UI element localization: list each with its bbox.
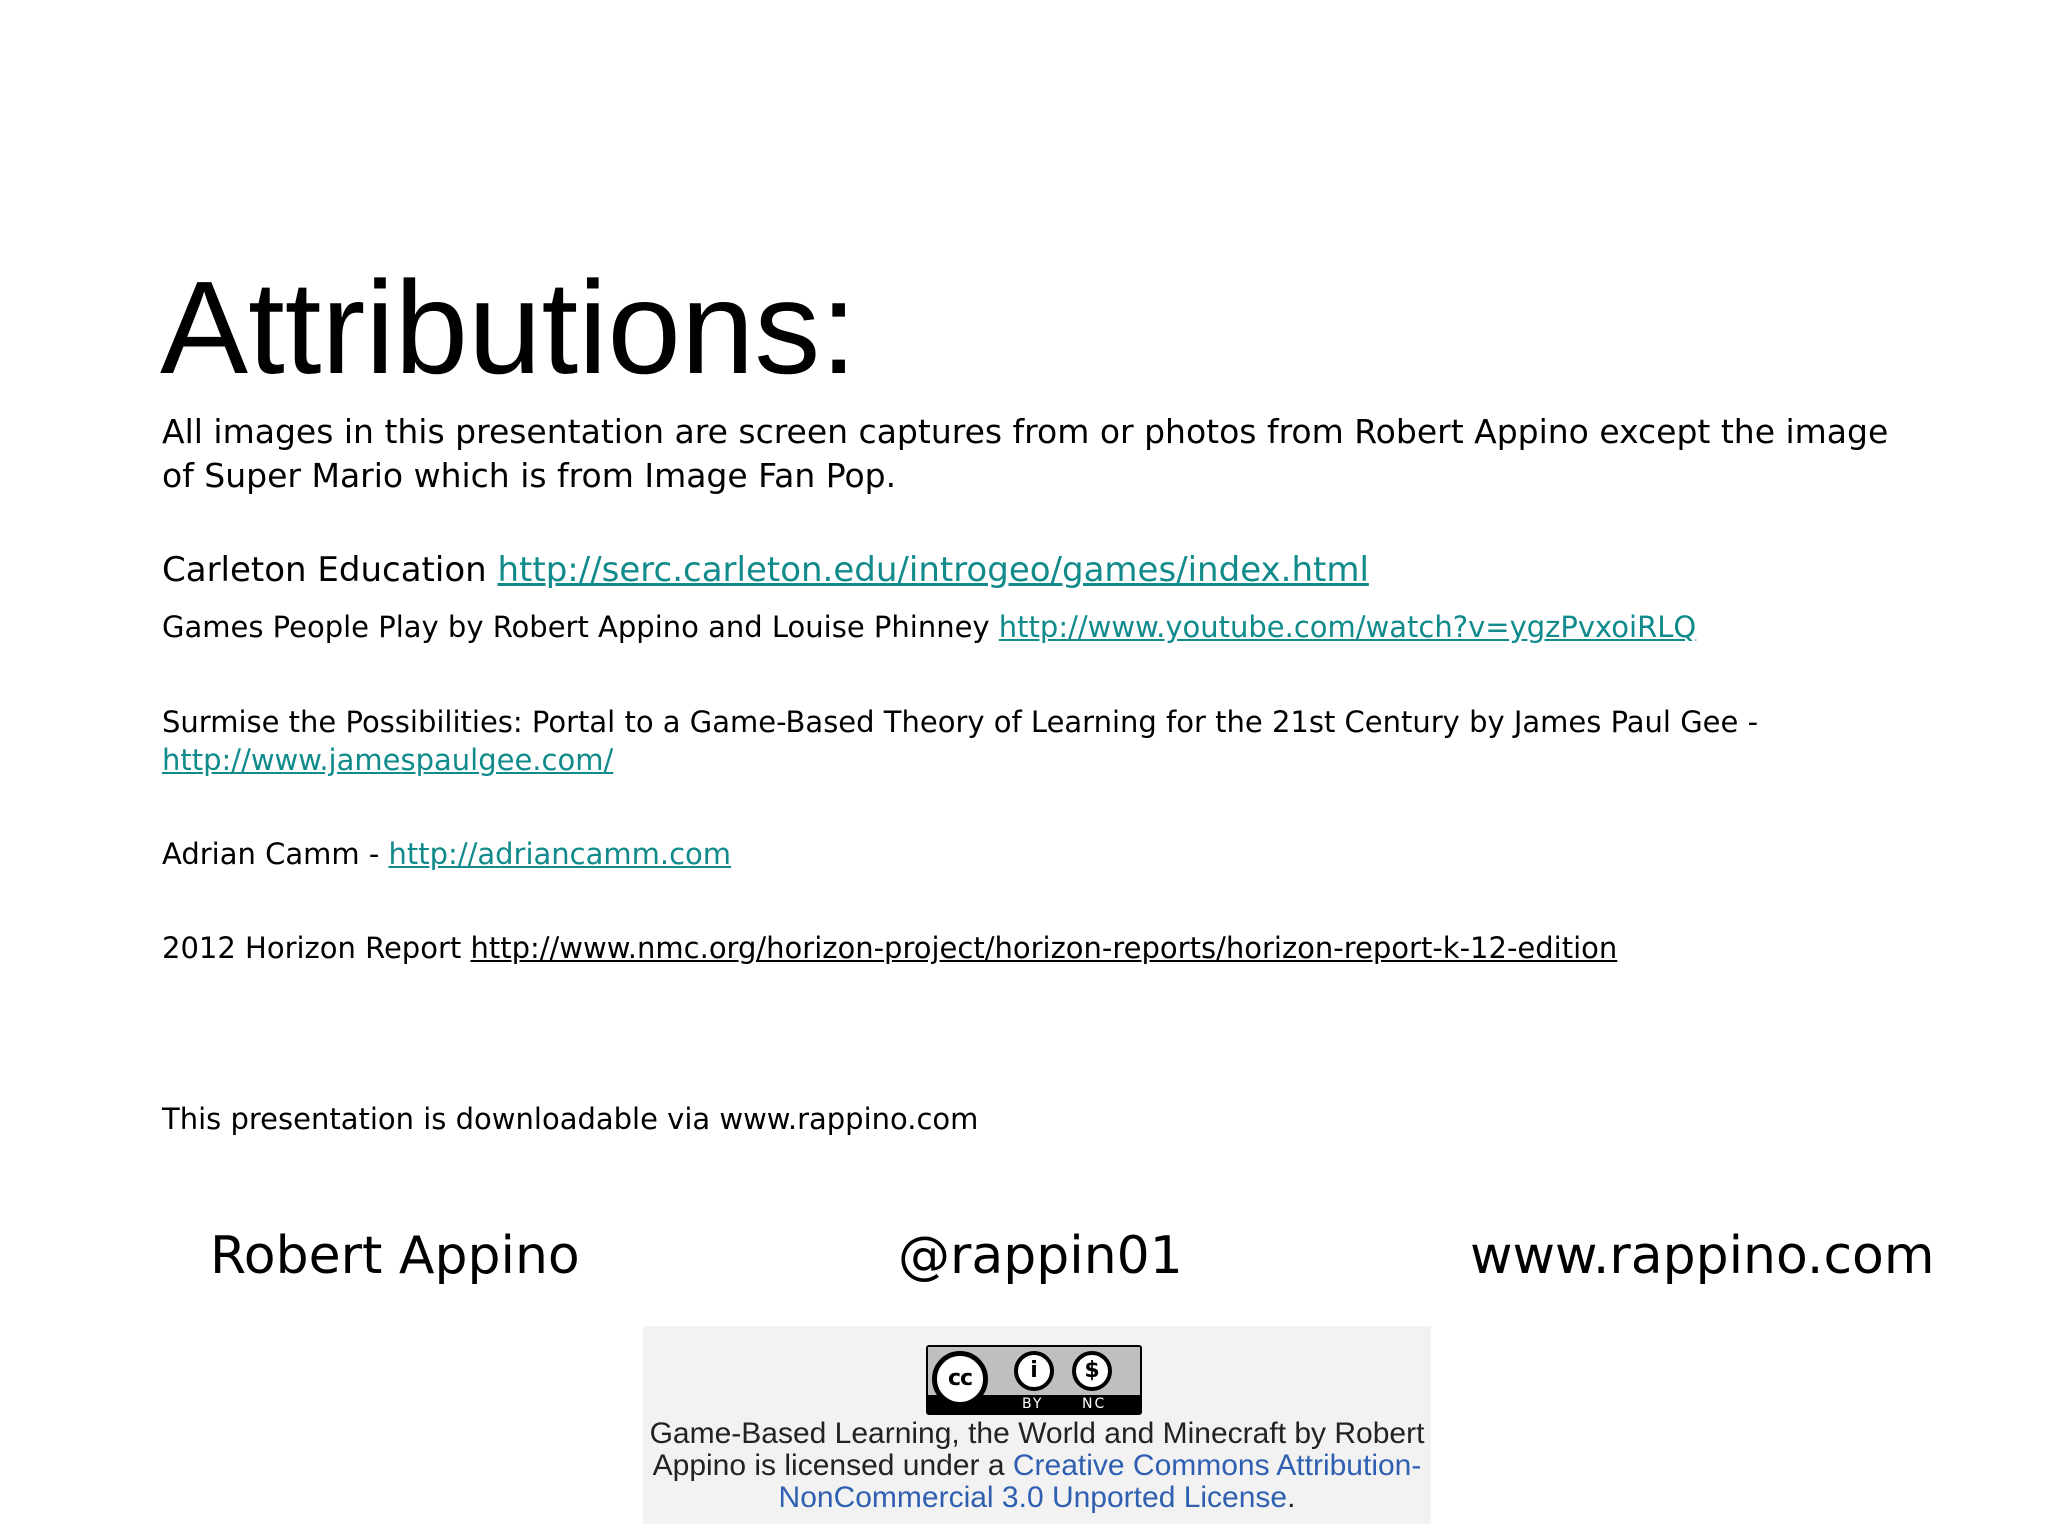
attribution-gee: Surmise the Possibilities: Portal to a Game-Based Theory of Learning for the 21st Century by James Paul Gee - [162,705,1759,739]
attribution-gee-url [162,741,613,779]
badge-nc-label: NC [1082,1396,1107,1412]
attribution-label: Carleton Education [162,550,498,590]
attribution-games-people-play [162,608,1696,646]
youtube-link[interactable]: http://www.youtube.com/watch?v=ygzPvxoiRLQ [998,610,1697,644]
attribution-horizon [162,929,1617,967]
license-box [643,1326,1431,1524]
license-text [643,1418,1431,1514]
badge-by-label: BY [1022,1396,1044,1412]
footer-website: www.rappino.com [1470,1226,1935,1286]
attribution-carleton [162,548,1369,592]
license-text-main: Game-Based Learning, the World and Minecraft by Robert Appino is licensed under a [649,1417,1425,1482]
jamespaulgee-link[interactable]: http://www.jamespaulgee.com/ [162,743,614,777]
slide-title: Attributions: [160,254,857,401]
carleton-link[interactable]: http://serc.carleton.edu/introgeo/games/index.html [497,550,1369,590]
intro-paragraph: All images in this presentation are screen captures from or photos from Robert Appino except the image of Super Mario which is from Image Fan Pop. [162,412,1889,495]
cc-icon: cc [932,1351,988,1407]
attribution-camm [162,835,731,873]
cc-license-badge[interactable] [926,1345,1142,1415]
download-note: This presentation is downloadable via www.rappino.com [162,1102,979,1136]
license-link[interactable]: Creative Commons Attribution-NonCommercial 3.0 Unported License [778,1449,1422,1514]
attribution-label: 2012 Horizon Report [162,931,471,965]
footer-handle: @rappin01 [898,1226,1183,1286]
adriancamm-link[interactable]: http://adriancamm.com [388,837,732,871]
footer-author: Robert Appino [210,1226,580,1286]
attribution-icon: i [1014,1351,1054,1391]
attribution-label: Adrian Camm - [162,837,389,871]
horizon-report-link[interactable]: http://www.nmc.org/horizon-project/horizon-reports/horizon-report-k-12-edition [470,931,1618,965]
license-text-end: . [1287,1481,1296,1514]
attribution-label: Games People Play by Robert Appino and Louise Phinney [162,610,999,644]
noncommercial-icon: $ [1072,1351,1112,1391]
